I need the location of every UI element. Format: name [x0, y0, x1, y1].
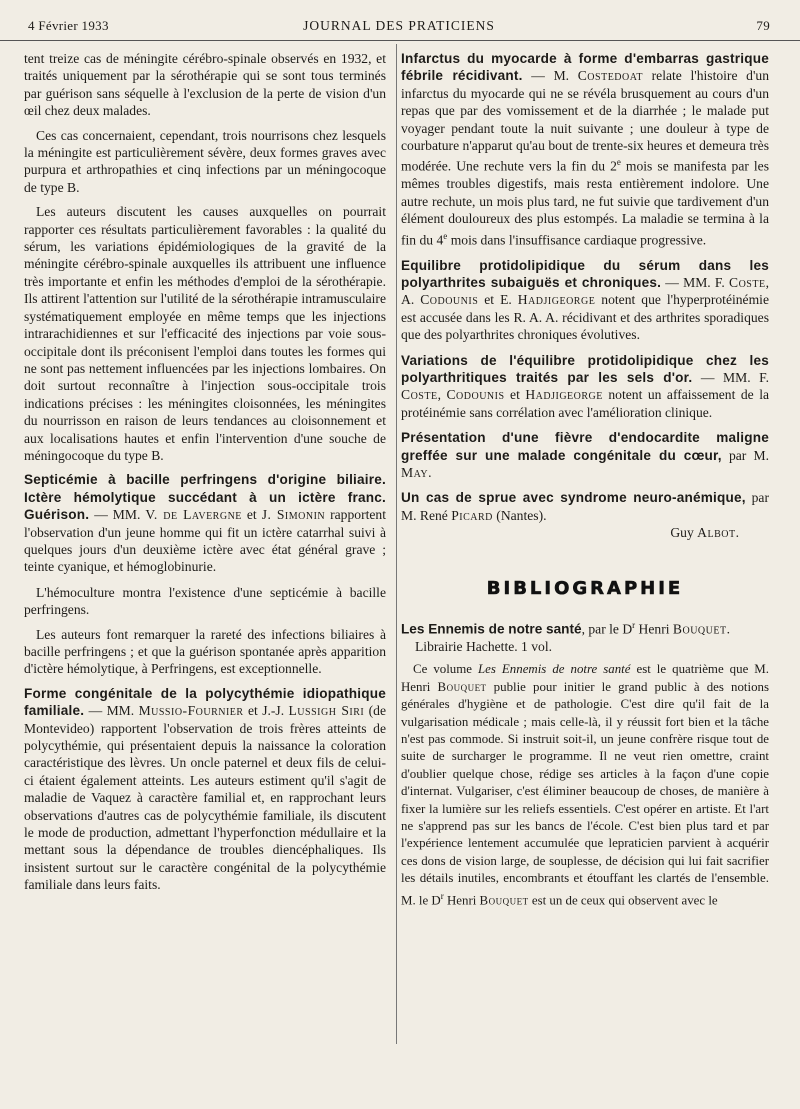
- text-run: .: [428, 465, 432, 480]
- author-name: V. de Lavergne: [145, 507, 242, 523]
- left-column: [24, 50, 386, 902]
- text-run: Guy: [670, 525, 698, 541]
- text-run: .: [735, 525, 739, 541]
- superscript: r: [632, 620, 636, 631]
- author-name: Hadjigeorge: [517, 292, 596, 308]
- author-name: Lussigh Siri: [288, 703, 365, 719]
- header-rule: [0, 40, 800, 41]
- article-sprue: [401, 489, 769, 524]
- text-run: (Nantes).: [492, 507, 547, 523]
- author-name: Picard: [451, 507, 493, 523]
- article-heading: Infarctus du myocarde à forme d'embarras gastrique fébrile récidivant.: [401, 51, 769, 84]
- text-run: et E.: [478, 292, 518, 308]
- article-text: notent un affaissement de la protéinémie sans corrélation avec l'amélioration clinique.: [401, 387, 770, 420]
- superscript: e: [443, 230, 448, 241]
- signature: [401, 524, 769, 541]
- text-run: Henri: [443, 892, 480, 907]
- article-equilibre: [401, 257, 769, 344]
- paragraph: L'hémoculture montra l'existence d'une septicémie à bacille perfringens.: [24, 584, 386, 618]
- text-run: et J.-J.: [243, 703, 289, 719]
- right-column: [401, 50, 769, 909]
- running-head: [28, 14, 770, 36]
- text-run: , par le D: [581, 621, 633, 637]
- text-run: et: [504, 387, 526, 403]
- text-run: — MM.: [84, 703, 139, 719]
- section-title-text: BIBLIOGRAPHIE: [486, 577, 684, 599]
- article-endocardite: [401, 429, 769, 481]
- article-heading: Variations de l'équilibre protidolipidique chez les polyarthritiques traités par les sels d'or.: [401, 352, 769, 385]
- article-heading: Présentation d'une fièvre d'endocardite maligne greffée sur une malade congénitale du cœur,: [401, 430, 769, 463]
- superscript: r: [440, 890, 444, 901]
- paragraph: Les auteurs discutent les causes auxquelles on pourrait rapporter ces résultats particulièrement favorables : la qualité du sérum, les variations épidémiologiques de la gravité de la méningite cérébro-spinale auxquelles ils attribuent une influence très importante et enfin les méthodes d'emploi de la sérothérapie. Ils attirent l'attention sur l'utilité de la sérothérapie intramusculaire systématiquement employée en même temps que les injections intrarachidiennes et sur l'efficacité des injections par voie sous-occipitale dont ils préconisent l'emploi dans toutes les formes qui ne sont pas nettement influencées par les injections lombaires. On doit surtout reconnaître à l'injection sous-occipitale trois indications précises : les méningites cloisonnées, les méningites du nourrisson en raison de leurs tendances au cloisonnement et aux localisations hautes et enfin l'intervention d'une souche de méningocoque du type B.: [24, 204, 386, 463]
- text-run: et: [241, 507, 262, 523]
- text-run: — MM. F.: [692, 369, 769, 385]
- review-paragraph: [401, 661, 769, 909]
- author-name: Hadjigeorge: [525, 387, 603, 403]
- article-text: (de Montevideo) rapportent l'observation de trois frères atteints de polycythémie, qui présentaient depuis la naissance la coloration caractéristique des lèvres. Un oncle paternel et deux fils de celui-ci étaient également atteints. Les auteurs estiment qu'il s'agit de maladie de Vaquez à caractère familial et, en rapprochant leurs observations d'autres cas de polycythémie familiale, ils discutent le mode de production, admettant l'hyperfonction médullaire et la mettant sous la dépendance de troubles diencéphaliques. Ils insistent surtout sur le caractère congénital de la polycythémie familiale dans leurs faits.: [24, 703, 386, 893]
- text-run: Ce volume: [413, 662, 479, 677]
- text-run: par M.: [721, 447, 769, 463]
- section-title: [401, 578, 769, 599]
- text-run: — M.: [522, 68, 578, 84]
- article-text: relate l'histoire d'un infarctus du myocarde qui ne se révéla brusquement au cours d'un repas que par des vomissement et de la diarrhée ; le malade put voyager pendant toute la nuit suivante ; une douleur à type de courbature n'apparut qu'au bout de trente-six heures et demeura très modérée. Une rechute vers la fin du 2: [401, 68, 769, 174]
- page-number: 79: [756, 18, 770, 33]
- article-heading: Equilibre protidolipidique du sérum dans les polyarthrites subaiguës et chroniques.: [401, 257, 769, 290]
- author-name: Albot: [697, 525, 736, 541]
- superscript: e: [616, 157, 621, 168]
- author-name: J. Simonin: [261, 507, 326, 523]
- article-heading: Septicémie à bacille perfringens d'origine biliaire. Ictère hémolytique succédant à un ictère franc. Guérison.: [24, 472, 386, 523]
- text-run: est le quatrième que M. Henri: [401, 662, 769, 694]
- book-publisher: Librairie Hachette. 1 vol.: [415, 638, 553, 654]
- author-name: Mussio-Fournier: [138, 703, 244, 719]
- author-name: Costedoat: [577, 68, 643, 84]
- text-run: , A.: [401, 274, 769, 308]
- author-name: Coste: [729, 274, 766, 290]
- author-name: Bouquet: [672, 621, 727, 637]
- author-name: Bouquet: [437, 679, 487, 694]
- book-reference: [401, 617, 769, 655]
- text-run: — MM. F.: [661, 274, 730, 290]
- column-rule: [396, 44, 397, 1044]
- text-run: ,: [437, 387, 447, 403]
- article-text: mois dans l'insuffisance cardiaque progressive.: [447, 232, 707, 248]
- paragraph: Les auteurs font remarquer la rareté des infections biliaires à bacille perfringens ; et que la guérison spontanée après apparition d'ictère hémolytique, à Perfringens, est exceptionnelle.: [24, 626, 386, 677]
- author-name: Codounis: [420, 292, 479, 308]
- article-polycythemie: [24, 685, 386, 894]
- article-variations: [401, 352, 769, 422]
- issue-date: 4 Février 1933: [28, 18, 109, 33]
- author-name: Codounis: [446, 387, 505, 403]
- text-run: .: [726, 621, 730, 637]
- author-name: May: [401, 465, 429, 480]
- author-name: Bouquet: [479, 892, 529, 907]
- author-name: Coste: [401, 387, 438, 403]
- article-text: mois se manifesta par les mêmes troubles digestifs, mais resta entièrement indolore. Une autre rechute, un mois plus tard, ne fut suivie que tardivement d'un élément douloureux des plus estompés. La maladie se termina à la fin du 4: [401, 158, 769, 248]
- review-text: publie pour initier le grand public à des notions générales d'hygiène et de pathologie. C'est dire qu'il fait de la vulgarisation médicale ; mais celle-là, il y réussit fort bien et la tâche n'est pas commode. Si instruit soit-il, un jeune confrère risque tout de suite de surcharger le programme. Il ne veut rien omettre, craint d'oublier quelque chose, rédige ses articles à la façon d'une copie d'internat. Vulgariser, c'est éliminer beaucoup de choses, de manière à fixer la lumière sur les reliefs essentiels. C'est opérer en artiste. Et l'art ne s'apprend pas sur les bancs de l'école. C'est bien plus tard et par l'expérience lentement accumulée que lepraticien parvient à acquérir ces dons de vision large, de souplesse, de décision qui lui fait sacrifier les détails inutiles, encombrants et étouffant les clartés de l'ensemble. M. le D: [401, 679, 769, 907]
- article-heading: Forme congénitale de la polycythémie idiopathique familiale.: [24, 685, 386, 719]
- book-title-italic: Les Ennemis de notre santé: [478, 662, 631, 677]
- article-infarctus: [401, 50, 769, 249]
- text-run: Henri: [635, 621, 673, 637]
- review-text: est un de ceux qui observent avec le: [528, 892, 718, 907]
- paragraph: tent treize cas de méningite cérébro-spinale observés en 1932, et traités uniquement par la sérothérapie qui se sont tous terminés par guérison sans séquelle à l'exclusion de la perte de vision d'un œil chez deux malades.: [24, 51, 386, 119]
- book-title: Les Ennemis de notre santé: [401, 621, 582, 637]
- article-text: rapportent l'observation d'un jeune homme qui fit un ictère catarrhal suivi à quelques jours d'un deuxième ictère avec état général grave ; teinte cyanique, et hémoglobinurie.: [24, 507, 386, 575]
- text-run: — MM.: [89, 507, 146, 523]
- text-run: par M. René: [401, 490, 769, 523]
- article-septicemie: [24, 471, 386, 575]
- journal-title: JOURNAL DES PRATICIENS: [303, 18, 495, 33]
- article-text: notent que l'hyperprotéinémie est accusée dans les R. A. A. récidivant et des arthrites sporadiques que des polyarthrites chroniques évolutives.: [401, 292, 769, 343]
- article-heading: Un cas de sprue avec syndrome neuro-anémique,: [401, 490, 746, 506]
- paragraph: Ces cas concernaient, cependant, trois nourrisons chez lesquels la méningite est particulièrement sévère, deux formes graves avec purpura et arthropathies et cinq infections par un méningocoque de type B.: [24, 127, 386, 195]
